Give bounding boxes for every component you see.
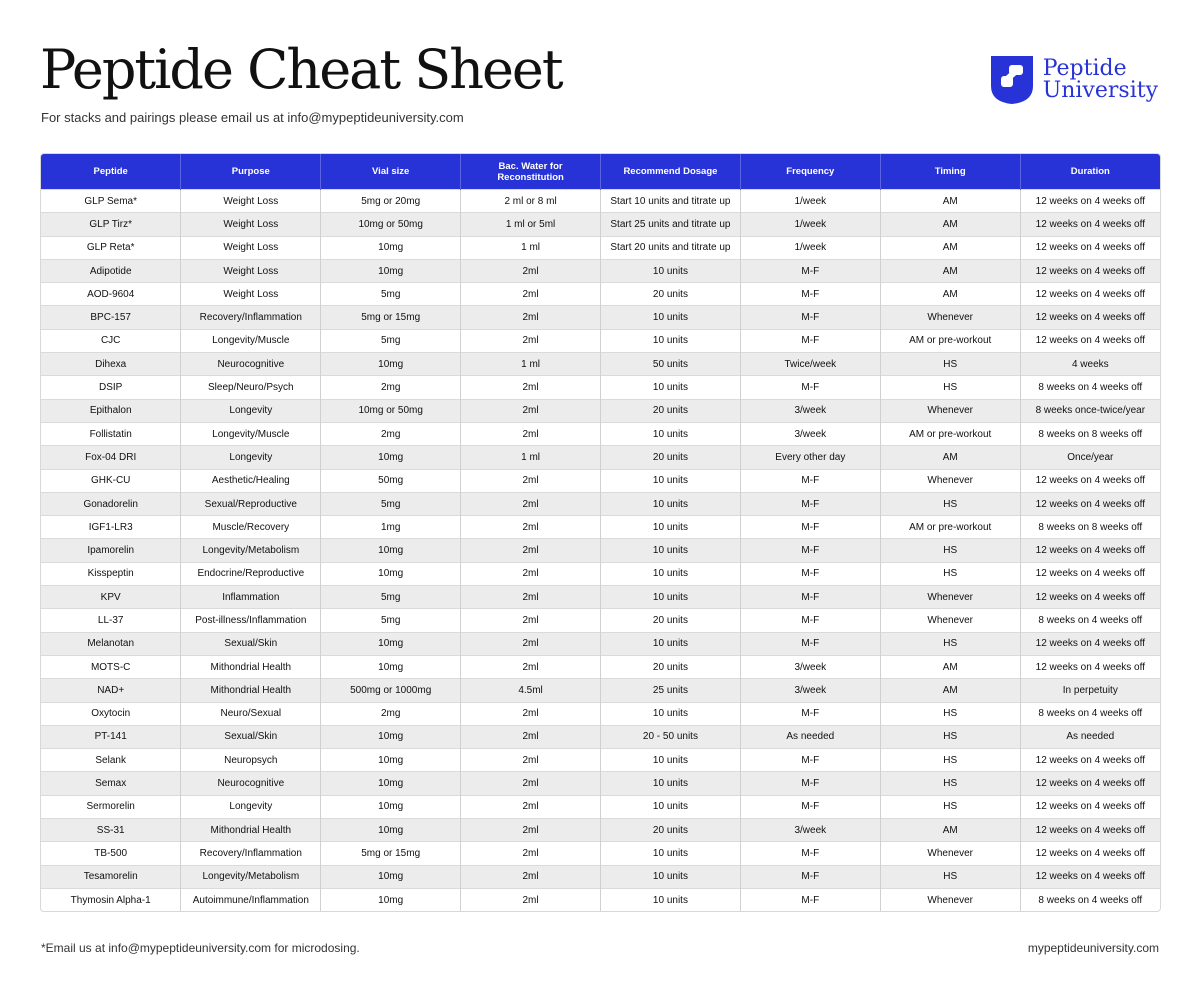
table-cell: 12 weeks on 4 weeks off	[1020, 865, 1160, 888]
table-cell: 2ml	[461, 283, 601, 306]
table-cell: Start 10 units and titrate up	[601, 190, 741, 213]
table-cell: Melanotan	[41, 632, 181, 655]
table-cell: 20 units	[601, 609, 741, 632]
table-cell: Semax	[41, 772, 181, 795]
table-cell: M-F	[740, 586, 880, 609]
table-cell: CJC	[41, 329, 181, 352]
table-cell: 1 ml	[461, 236, 601, 259]
table-row	[41, 446, 1160, 469]
table-row	[41, 865, 1160, 888]
table-cell: 2ml	[461, 888, 601, 911]
table-cell: AOD-9604	[41, 283, 181, 306]
table-cell: Whenever	[880, 306, 1020, 329]
table-cell: Weight Loss	[181, 259, 321, 282]
column-header: Frequency	[740, 154, 880, 190]
brand-name	[1043, 58, 1158, 102]
table-cell: Sermorelin	[41, 795, 181, 818]
page-subtitle: For stacks and pairings please email us at info@mypeptideuniversity.com	[41, 110, 464, 125]
table-cell: Inflammation	[181, 586, 321, 609]
table-cell: 2ml	[461, 725, 601, 748]
table-cell: 2ml	[461, 539, 601, 562]
table-cell: Recovery/Inflammation	[181, 842, 321, 865]
table-cell: M-F	[740, 259, 880, 282]
table-cell: Dihexa	[41, 353, 181, 376]
table-cell: M-F	[740, 516, 880, 539]
table-cell: M-F	[740, 376, 880, 399]
table-cell: 2ml	[461, 749, 601, 772]
table-row	[41, 842, 1160, 865]
table-cell: Selank	[41, 749, 181, 772]
table-row	[41, 422, 1160, 445]
table-cell: 12 weeks on 4 weeks off	[1020, 259, 1160, 282]
table-row	[41, 399, 1160, 422]
table-cell: IGF1-LR3	[41, 516, 181, 539]
table-cell: 20 units	[601, 399, 741, 422]
table-cell: Mithondrial Health	[181, 655, 321, 678]
table-cell: 10mg or 50mg	[321, 213, 461, 236]
table-cell: M-F	[740, 865, 880, 888]
table-cell: 2ml	[461, 586, 601, 609]
table-cell: GHK-CU	[41, 469, 181, 492]
table-cell: HS	[880, 353, 1020, 376]
table-cell: NAD+	[41, 679, 181, 702]
table-cell: HS	[880, 539, 1020, 562]
table-cell: HS	[880, 795, 1020, 818]
table-cell: DSIP	[41, 376, 181, 399]
table-cell: Whenever	[880, 888, 1020, 911]
table-cell: 10 units	[601, 329, 741, 352]
table-cell: 3/week	[740, 655, 880, 678]
table-cell: HS	[880, 376, 1020, 399]
table-cell: 5mg	[321, 329, 461, 352]
table-cell: AM or pre-workout	[880, 329, 1020, 352]
table-cell: 5mg or 20mg	[321, 190, 461, 213]
table-cell: 3/week	[740, 399, 880, 422]
table-cell: M-F	[740, 329, 880, 352]
table-cell: 8 weeks on 4 weeks off	[1020, 888, 1160, 911]
table-cell: KPV	[41, 586, 181, 609]
table-cell: 2ml	[461, 772, 601, 795]
table-cell: 1 ml	[461, 446, 601, 469]
table-cell: Neuropsych	[181, 749, 321, 772]
table-cell: 12 weeks on 4 weeks off	[1020, 819, 1160, 842]
table-cell: 12 weeks on 4 weeks off	[1020, 190, 1160, 213]
table-cell: Whenever	[880, 469, 1020, 492]
table-row	[41, 586, 1160, 609]
table-cell: AM or pre-workout	[880, 516, 1020, 539]
table-cell: Sexual/Skin	[181, 725, 321, 748]
table-cell: M-F	[740, 842, 880, 865]
column-header: Purpose	[181, 154, 321, 190]
table-cell: MOTS-C	[41, 655, 181, 678]
table-row	[41, 632, 1160, 655]
table-cell: Whenever	[880, 609, 1020, 632]
table-cell: Sleep/Neuro/Psych	[181, 376, 321, 399]
table-cell: BPC-157	[41, 306, 181, 329]
table-cell: 2ml	[461, 329, 601, 352]
table-cell: AM	[880, 283, 1020, 306]
table-cell: Neurocognitive	[181, 353, 321, 376]
table-cell: 12 weeks on 4 weeks off	[1020, 772, 1160, 795]
table-row	[41, 190, 1160, 213]
table-cell: 12 weeks on 4 weeks off	[1020, 842, 1160, 865]
table-row	[41, 725, 1160, 748]
table-cell: M-F	[740, 795, 880, 818]
table-row	[41, 562, 1160, 585]
table-cell: 10 units	[601, 562, 741, 585]
table-cell: SS-31	[41, 819, 181, 842]
table-cell: 12 weeks on 4 weeks off	[1020, 469, 1160, 492]
table-cell: 8 weeks once-twice/year	[1020, 399, 1160, 422]
table-cell: Sexual/Reproductive	[181, 492, 321, 515]
column-header: Bac. Water for Reconstitution	[461, 154, 601, 190]
table-cell: 10 units	[601, 632, 741, 655]
table-body	[41, 190, 1160, 912]
table-cell: 1/week	[740, 236, 880, 259]
table-cell: 12 weeks on 4 weeks off	[1020, 492, 1160, 515]
table-row	[41, 609, 1160, 632]
table-cell: 20 - 50 units	[601, 725, 741, 748]
table-cell: M-F	[740, 492, 880, 515]
column-header: Duration	[1020, 154, 1160, 190]
table-cell: HS	[880, 702, 1020, 725]
table-row	[41, 655, 1160, 678]
table-cell: 10mg	[321, 772, 461, 795]
table-cell: In perpetuity	[1020, 679, 1160, 702]
table-cell: Neurocognitive	[181, 772, 321, 795]
table-cell: 8 weeks on 4 weeks off	[1020, 376, 1160, 399]
table-row	[41, 213, 1160, 236]
table-cell: Weight Loss	[181, 213, 321, 236]
column-header: Recommend Dosage	[601, 154, 741, 190]
table-cell: Once/year	[1020, 446, 1160, 469]
table-cell: 10mg	[321, 819, 461, 842]
table-cell: 8 weeks on 8 weeks off	[1020, 422, 1160, 445]
table-cell: 4.5ml	[461, 679, 601, 702]
table-cell: 2ml	[461, 516, 601, 539]
table-cell: Endocrine/Reproductive	[181, 562, 321, 585]
table-row	[41, 259, 1160, 282]
table-cell: 12 weeks on 4 weeks off	[1020, 539, 1160, 562]
table-cell: PT-141	[41, 725, 181, 748]
table-cell: 500mg or 1000mg	[321, 679, 461, 702]
table-cell: Tesamorelin	[41, 865, 181, 888]
table-cell: Whenever	[880, 399, 1020, 422]
column-header: Timing	[880, 154, 1020, 190]
table-cell: GLP Reta*	[41, 236, 181, 259]
table-row	[41, 329, 1160, 352]
table-row	[41, 772, 1160, 795]
table-cell: Recovery/Inflammation	[181, 306, 321, 329]
table-cell: 2mg	[321, 376, 461, 399]
table-cell: 10mg	[321, 259, 461, 282]
table-cell: As needed	[1020, 725, 1160, 748]
table-cell: M-F	[740, 283, 880, 306]
table-cell: 10mg	[321, 888, 461, 911]
table-cell: Oxytocin	[41, 702, 181, 725]
table-cell: 2ml	[461, 422, 601, 445]
table-cell: 2 ml or 8 ml	[461, 190, 601, 213]
brand-name-line-1: Peptide	[1042, 56, 1127, 81]
table-cell: 2mg	[321, 702, 461, 725]
table-cell: AM or pre-workout	[880, 422, 1020, 445]
table-cell: Epithalon	[41, 399, 181, 422]
table-cell: AM	[880, 655, 1020, 678]
table-cell: Longevity/Metabolism	[181, 865, 321, 888]
table-cell: Post-illness/Inflammation	[181, 609, 321, 632]
table-cell: 10mg	[321, 236, 461, 259]
table-cell: 10 units	[601, 516, 741, 539]
table-cell: Longevity/Muscle	[181, 329, 321, 352]
table-cell: M-F	[740, 469, 880, 492]
table-cell: 12 weeks on 4 weeks off	[1020, 586, 1160, 609]
table-cell: Longevity	[181, 446, 321, 469]
table-cell: 10mg or 50mg	[321, 399, 461, 422]
table-row	[41, 376, 1160, 399]
table-cell: AM	[880, 236, 1020, 259]
table-cell: 8 weeks on 8 weeks off	[1020, 516, 1160, 539]
table-cell: 2ml	[461, 865, 601, 888]
table-cell: M-F	[740, 306, 880, 329]
table-cell: 12 weeks on 4 weeks off	[1020, 283, 1160, 306]
table-cell: GLP Sema*	[41, 190, 181, 213]
table-cell: TB-500	[41, 842, 181, 865]
table-cell: Start 20 units and titrate up	[601, 236, 741, 259]
table-cell: 4 weeks	[1020, 353, 1160, 376]
table-cell: 5mg	[321, 586, 461, 609]
table-cell: AM	[880, 259, 1020, 282]
table-cell: 10 units	[601, 842, 741, 865]
table-row	[41, 516, 1160, 539]
table-cell: 10mg	[321, 562, 461, 585]
brand-logo	[991, 56, 1158, 104]
table-cell: 10 units	[601, 422, 741, 445]
footnote: *Email us at info@mypeptideuniversity.com for microdosing.	[41, 941, 360, 955]
table-row	[41, 819, 1160, 842]
peptide-table	[40, 153, 1161, 912]
table-cell: 12 weeks on 4 weeks off	[1020, 329, 1160, 352]
table-cell: 10 units	[601, 306, 741, 329]
table-cell: HS	[880, 492, 1020, 515]
table-cell: HS	[880, 865, 1020, 888]
table-cell: 10 units	[601, 539, 741, 562]
table-cell: HS	[880, 772, 1020, 795]
table-cell: 10 units	[601, 492, 741, 515]
table-cell: M-F	[740, 539, 880, 562]
table-cell: 10mg	[321, 725, 461, 748]
table-cell: 2ml	[461, 609, 601, 632]
table-cell: 10 units	[601, 749, 741, 772]
table-cell: M-F	[740, 888, 880, 911]
table-cell: 10mg	[321, 539, 461, 562]
table-cell: 10 units	[601, 865, 741, 888]
table-cell: 3/week	[740, 422, 880, 445]
table-cell: 12 weeks on 4 weeks off	[1020, 655, 1160, 678]
table-cell: 12 weeks on 4 weeks off	[1020, 236, 1160, 259]
table-cell: GLP Tirz*	[41, 213, 181, 236]
column-header: Vial size	[321, 154, 461, 190]
table-cell: Adipotide	[41, 259, 181, 282]
table-cell: Kisspeptin	[41, 562, 181, 585]
table-cell: 20 units	[601, 655, 741, 678]
table-row	[41, 702, 1160, 725]
table-cell: Longevity	[181, 795, 321, 818]
table-row	[41, 283, 1160, 306]
table-cell: Twice/week	[740, 353, 880, 376]
table-cell: HS	[880, 725, 1020, 748]
table-cell: Longevity	[181, 399, 321, 422]
table-cell: 10 units	[601, 376, 741, 399]
table-cell: 5mg or 15mg	[321, 842, 461, 865]
table-cell: 10 units	[601, 702, 741, 725]
table-cell: 2ml	[461, 376, 601, 399]
table-cell: 10 units	[601, 586, 741, 609]
table-cell: Whenever	[880, 586, 1020, 609]
table-cell: 1/week	[740, 190, 880, 213]
table-cell: M-F	[740, 772, 880, 795]
table-cell: Start 25 units and titrate up	[601, 213, 741, 236]
table-cell: 1/week	[740, 213, 880, 236]
table-cell: Follistatin	[41, 422, 181, 445]
table-cell: 1mg	[321, 516, 461, 539]
table-row	[41, 679, 1160, 702]
column-header: Peptide	[41, 154, 181, 190]
table-cell: Weight Loss	[181, 236, 321, 259]
table-row	[41, 888, 1160, 911]
table-header-row	[41, 154, 1160, 190]
table-cell: 1 ml	[461, 353, 601, 376]
table-cell: 12 weeks on 4 weeks off	[1020, 632, 1160, 655]
table-cell: 10 units	[601, 259, 741, 282]
table-cell: 1 ml or 5ml	[461, 213, 601, 236]
table-cell: As needed	[740, 725, 880, 748]
table-cell: AM	[880, 819, 1020, 842]
table-cell: Longevity/Muscle	[181, 422, 321, 445]
table-cell: 12 weeks on 4 weeks off	[1020, 795, 1160, 818]
table-row	[41, 795, 1160, 818]
table-cell: 25 units	[601, 679, 741, 702]
table-cell: 2mg	[321, 422, 461, 445]
table-cell: Muscle/Recovery	[181, 516, 321, 539]
table-cell: 10mg	[321, 446, 461, 469]
table-cell: LL-37	[41, 609, 181, 632]
table-cell: 2ml	[461, 259, 601, 282]
table-cell: 5mg	[321, 492, 461, 515]
table-cell: 12 weeks on 4 weeks off	[1020, 749, 1160, 772]
table-cell: 5mg	[321, 283, 461, 306]
table-cell: 20 units	[601, 819, 741, 842]
table-cell: 3/week	[740, 679, 880, 702]
table-cell: HS	[880, 749, 1020, 772]
table-row	[41, 236, 1160, 259]
table-cell: 8 weeks on 4 weeks off	[1020, 702, 1160, 725]
table-cell: Thymosin Alpha-1	[41, 888, 181, 911]
table-cell: 10mg	[321, 632, 461, 655]
table-cell: 12 weeks on 4 weeks off	[1020, 213, 1160, 236]
table-cell: 2ml	[461, 562, 601, 585]
table-cell: Mithondrial Health	[181, 679, 321, 702]
table-cell: 8 weeks on 4 weeks off	[1020, 609, 1160, 632]
table-cell: 10mg	[321, 353, 461, 376]
table-cell: Whenever	[880, 842, 1020, 865]
table-cell: 10 units	[601, 469, 741, 492]
table-cell: Weight Loss	[181, 283, 321, 306]
page-title: Peptide Cheat Sheet	[40, 38, 562, 101]
table-cell: 10mg	[321, 865, 461, 888]
table-cell: 12 weeks on 4 weeks off	[1020, 562, 1160, 585]
table-cell: 2ml	[461, 795, 601, 818]
table-cell: 10 units	[601, 888, 741, 911]
table-cell: Aesthetic/Healing	[181, 469, 321, 492]
footer-url: mypeptideuniversity.com	[1027, 941, 1159, 955]
table-cell: 5mg or 15mg	[321, 306, 461, 329]
table-cell: 10 units	[601, 772, 741, 795]
table-cell: AM	[880, 190, 1020, 213]
table-cell: M-F	[740, 632, 880, 655]
table-cell: AM	[880, 679, 1020, 702]
table-cell: 2ml	[461, 655, 601, 678]
table-cell: 2ml	[461, 469, 601, 492]
table-row	[41, 749, 1160, 772]
table-row	[41, 492, 1160, 515]
table-row	[41, 353, 1160, 376]
table-cell: Neuro/Sexual	[181, 702, 321, 725]
table-cell: Longevity/Metabolism	[181, 539, 321, 562]
table-cell: 3/week	[740, 819, 880, 842]
table-cell: 10 units	[601, 795, 741, 818]
table-cell: AM	[880, 213, 1020, 236]
table-cell: 10mg	[321, 749, 461, 772]
table-cell: 2ml	[461, 399, 601, 422]
table-cell: Gonadorelin	[41, 492, 181, 515]
table-cell: 20 units	[601, 446, 741, 469]
table-cell: 2ml	[461, 306, 601, 329]
table-row	[41, 539, 1160, 562]
table-cell: M-F	[740, 749, 880, 772]
table-cell: Ipamorelin	[41, 539, 181, 562]
table-row	[41, 306, 1160, 329]
table-cell: 10mg	[321, 655, 461, 678]
table-cell: Every other day	[740, 446, 880, 469]
table-cell: 12 weeks on 4 weeks off	[1020, 306, 1160, 329]
table-cell: HS	[880, 632, 1020, 655]
peptide-university-logo-icon	[991, 56, 1033, 104]
table-cell: Autoimmune/Inflammation	[181, 888, 321, 911]
table-cell: Fox-04 DRI	[41, 446, 181, 469]
table-cell: M-F	[740, 562, 880, 585]
table-cell: 2ml	[461, 842, 601, 865]
table-cell: AM	[880, 446, 1020, 469]
table-cell: Sexual/Skin	[181, 632, 321, 655]
table-cell: 20 units	[601, 283, 741, 306]
table-cell: 2ml	[461, 702, 601, 725]
table-cell: 2ml	[461, 492, 601, 515]
table-cell: 10mg	[321, 795, 461, 818]
table-cell: HS	[880, 562, 1020, 585]
table-cell: 2ml	[461, 632, 601, 655]
table-cell: Mithondrial Health	[181, 819, 321, 842]
table-cell: M-F	[740, 702, 880, 725]
table-cell: 50 units	[601, 353, 741, 376]
table-row	[41, 469, 1160, 492]
table-cell: 2ml	[461, 819, 601, 842]
table-cell: Weight Loss	[181, 190, 321, 213]
table-cell: 50mg	[321, 469, 461, 492]
table-cell: 5mg	[321, 609, 461, 632]
table-cell: M-F	[740, 609, 880, 632]
brand-name-line-2: University	[1042, 78, 1158, 103]
